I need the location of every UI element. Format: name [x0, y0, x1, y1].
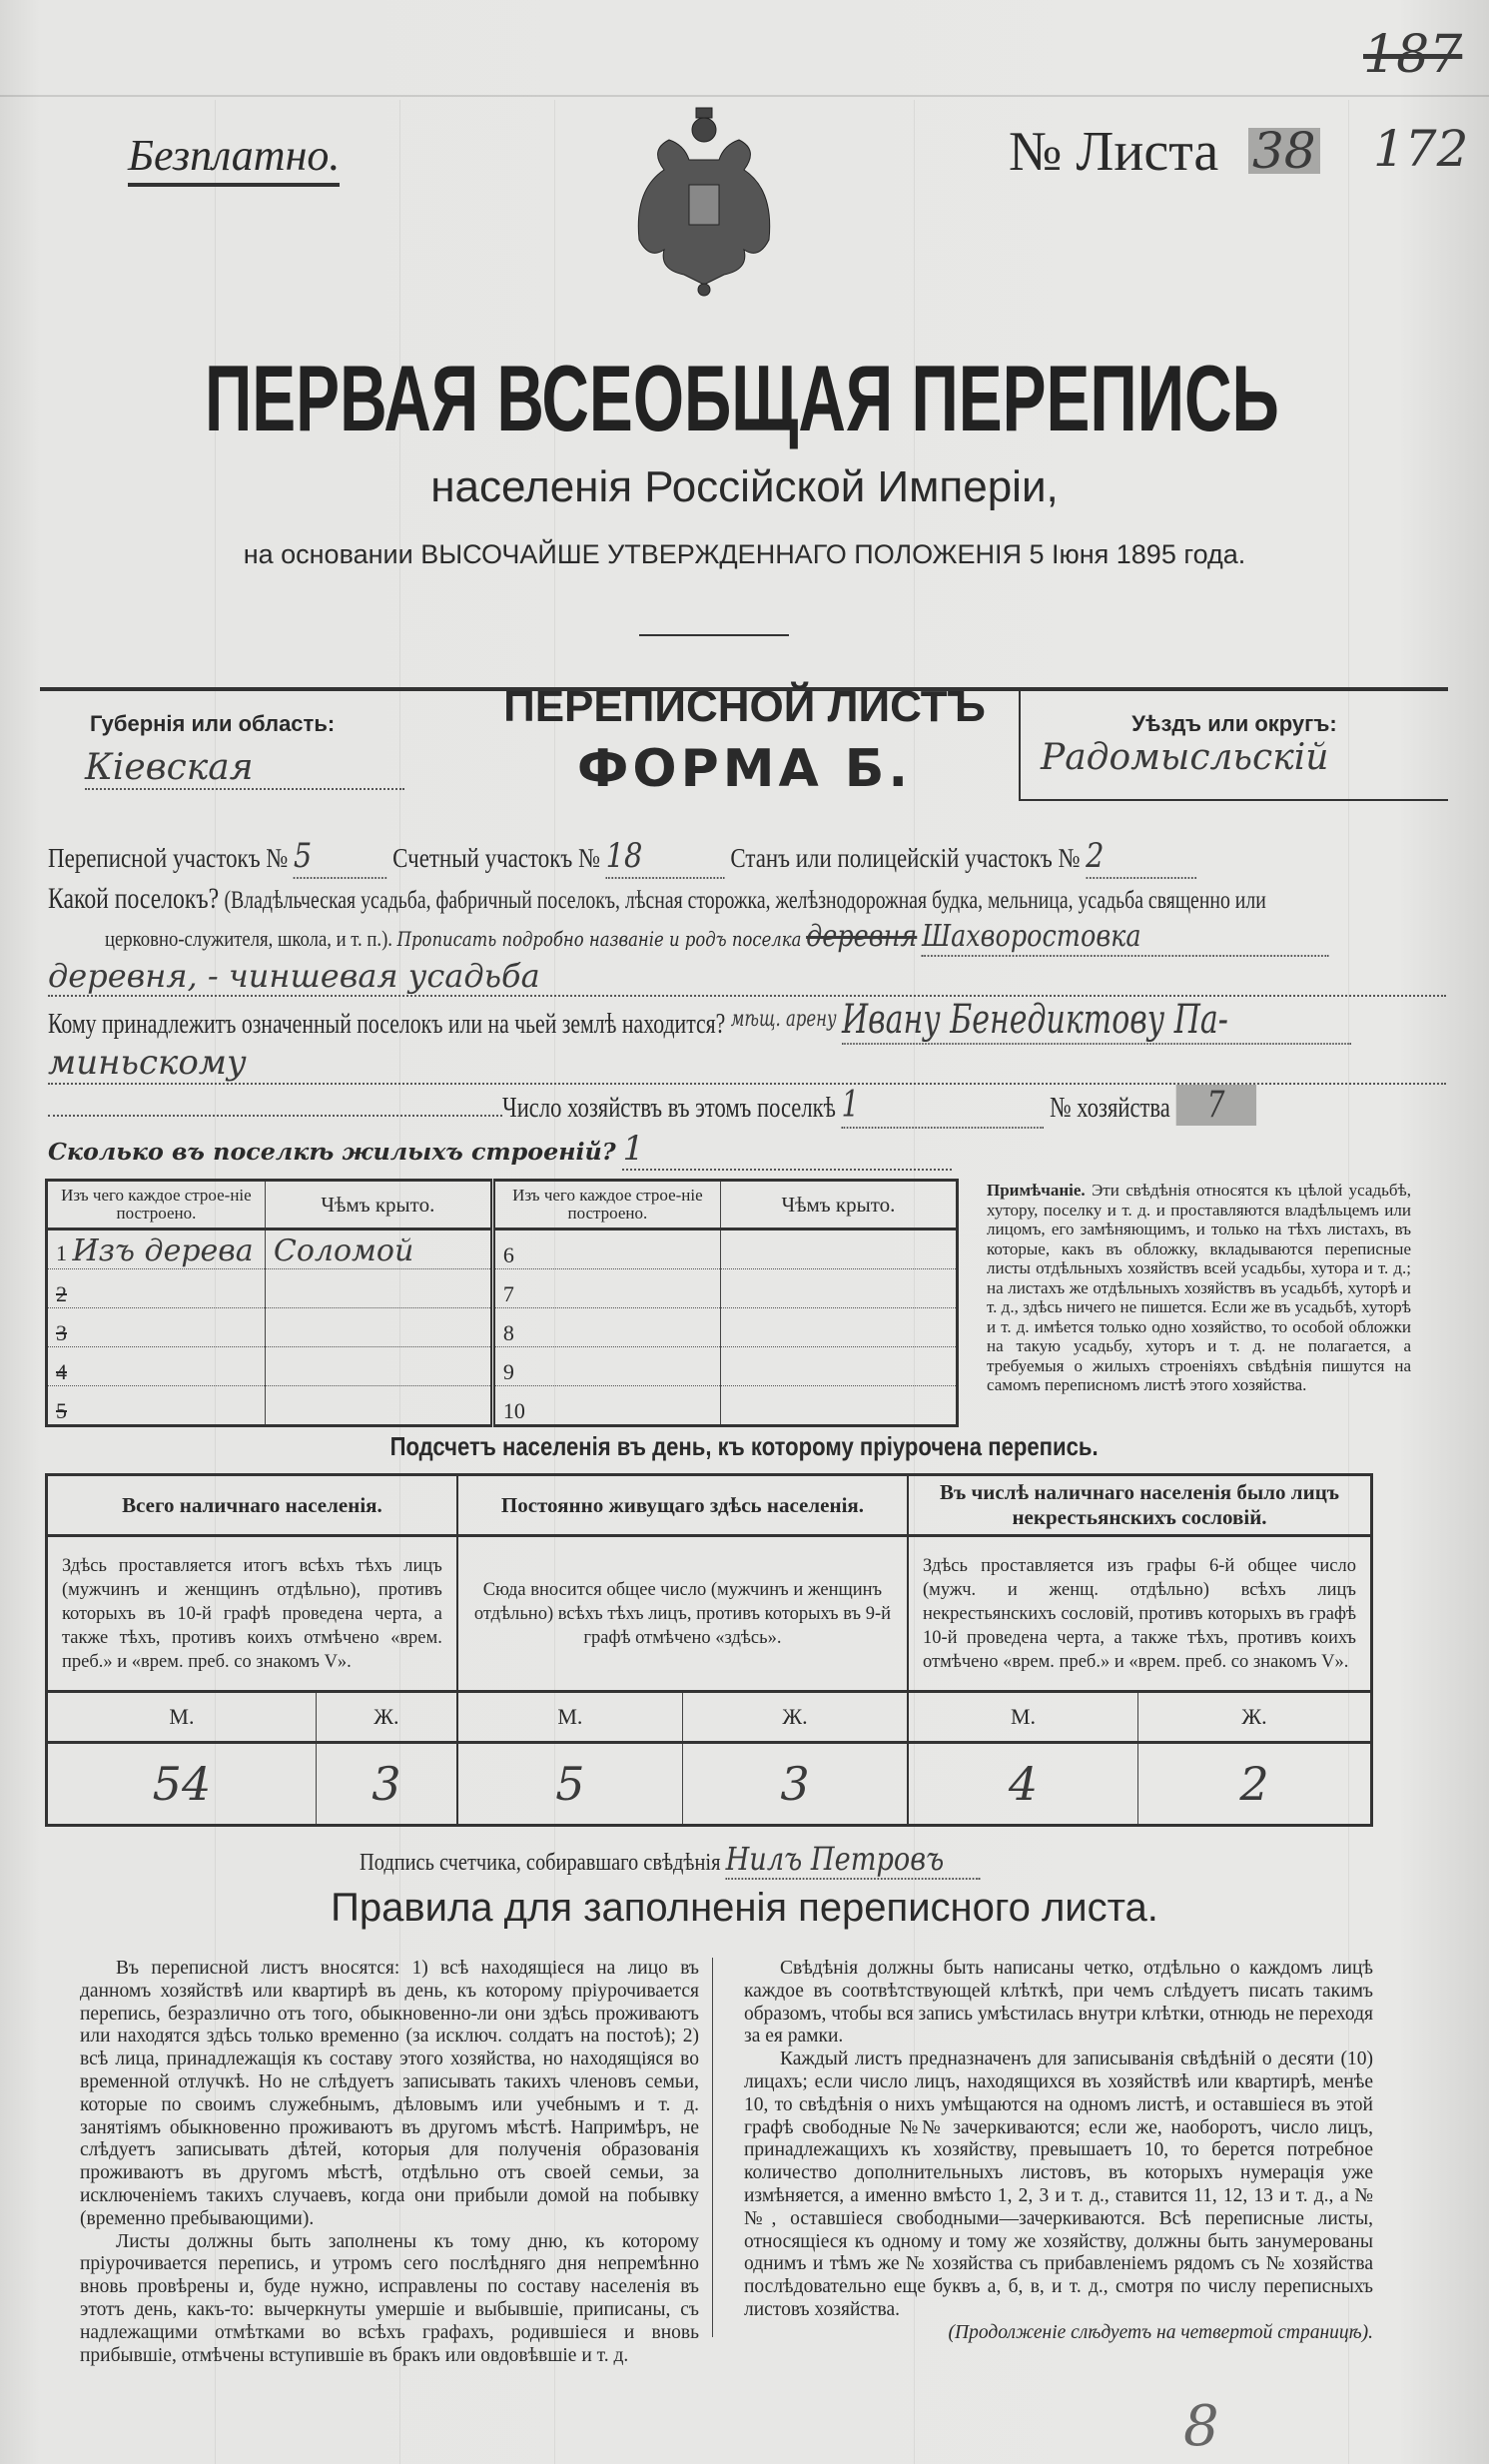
form-name: ФОРМА Б.: [576, 739, 913, 799]
male-label: М.: [457, 1692, 683, 1743]
rules-paragraph: Листы должны быть заполнены къ тому дню, къ которому пріурочивается перепись, и утромъ сего послѣдняго дня непремѣнно вновь провѣрены и, буде нужно, исправлены по составу населенія въ этотъ день, какъ-то: вычеркнуты умершіе и выбывшіе, приписаны, съ надлежащими отмѣтками во всѣхъ графахъ, родившіеся и вновь прибывшіе, отмѣчены вступившіе въ бракъ или овдовѣвшіе и т. д.: [80, 2230, 699, 2366]
police-district-value: 2: [1086, 835, 1196, 879]
owner-value-2: миньскому: [48, 1043, 1446, 1085]
count-district-label: Счетный участокъ №: [392, 843, 600, 873]
table-row: [47, 1386, 958, 1426]
district-label: Уѣздъ или округъ:: [1131, 711, 1337, 736]
sheet-number-label: № Листа: [1009, 121, 1219, 183]
district-value: Радомысльскій: [1041, 737, 1329, 778]
sheet-title: ПЕРЕПИСНОЙ ЛИСТЪ: [503, 682, 986, 731]
sheet-number-value: 38: [1248, 128, 1320, 174]
free-label: Безплатно.: [128, 130, 340, 187]
roof-cell: [265, 1386, 492, 1426]
signature-value: Нилъ Петровъ: [726, 1840, 981, 1880]
buildings-label: Сколько въ поселкѣ жилыхъ строеній?: [48, 1138, 616, 1166]
col-roof: Чѣмъ крыто.: [265, 1181, 492, 1230]
row-number: 10: [492, 1386, 720, 1426]
settlement-value-2: деревня, - чиншевая усадьба: [48, 957, 1446, 997]
count-district-value: 18: [606, 835, 725, 879]
households-label: Число хозяйствъ въ этомъ поселкѣ: [502, 1092, 836, 1124]
non-peasant-desc: Здѣсь проставляется изъ графы 6-й общее число (мужч. и женщ. отдѣльно) всѣхъ лицъ некрестьянскихъ сословій, противъ которыхъ въ графѣ 10-й проведена черта, а также тѣхъ, противъ коихъ отмѣчено «врем. преб.» и «врем. преб. со знакомъ V».: [908, 1536, 1371, 1692]
permanent-female-value: 3: [682, 1743, 908, 1826]
buildings-value: 1: [622, 1129, 952, 1171]
settlement-instruction: Прописать подробно названіе и родъ поселка: [396, 928, 802, 951]
row-number: 2: [47, 1269, 266, 1308]
roof-cell: [720, 1230, 957, 1269]
rules-paragraph: Въ переписной листъ вносятся: 1) всѣ находящіеся на лицо въ данномъ хозяйствѣ или квартирѣ въ день, къ которому пріурочивается перепись, безразлично отъ того, обыкновенно-ли они здѣсь проживаютъ или находятся здѣсь только временно (за исключ. солдатъ на постоѣ); 2) всѣ лица, принадлежащія къ составу этого хозяйства, но находящіяся во временной отлучкѣ. Но не слѣдуетъ записывать такихъ членовъ семьи, которые по своимъ служебнымъ, дѣловымъ или учебнымъ и т. д. занятіямъ обыкновенно проживаютъ въ другомъ мѣстѣ. Напримѣръ, не слѣдуетъ записывать дѣтей, которыя для полученія образованія проживаютъ въ другомъ мѣстѣ, отдѣльно отъ своей семьи, за исключеніемъ такихъ случаевъ, когда они прибыли домой на побывку (временно пребывающими).: [80, 1958, 699, 2229]
household-no-value: 7: [1175, 1085, 1255, 1126]
police-district-label: Станъ или полицейскій участокъ №: [730, 843, 1081, 873]
population-table: [45, 1473, 1373, 1827]
settlement-line: [48, 879, 1489, 921]
signature-label: Подпись счетчика, собиравшаго свѣдѣнія: [360, 1850, 721, 1876]
top-fold-line: [0, 95, 1489, 97]
total-female-value: 3: [316, 1743, 456, 1826]
total-population-desc: Здѣсь проставляется итогъ всѣхъ тѣхъ лицъ (мужчинъ и женщинъ отдѣльно), противъ которыхъ въ 10-й графѣ проведена черта, а также тѣхъ, противъ коихъ отмѣчено «врем. преб.» и «врем. преб. со знакомъ V».: [47, 1536, 457, 1692]
rules-title: Правила для заполненія переписного листа.: [331, 1886, 1158, 1930]
permanent-population-heading: Постоянно живущаго здѣсь населенія.: [457, 1475, 908, 1536]
column-divider: [712, 1958, 713, 2337]
settlement-value-crossed: деревня: [806, 919, 918, 954]
settlement-line-2: [105, 919, 1489, 958]
material-cell: Изъ дерева: [72, 1233, 254, 1268]
table-row: [47, 1269, 958, 1308]
census-district-label: Переписной участокъ №: [48, 843, 289, 873]
row-number: 9: [492, 1347, 720, 1386]
signature-line: [360, 1840, 1090, 1882]
household-no-label: № хозяйства: [1050, 1092, 1170, 1124]
non-peasant-male-value: 4: [908, 1743, 1137, 1826]
row-number: 3: [47, 1308, 266, 1347]
roof-cell: [265, 1269, 492, 1308]
note-text: Эти свѣдѣнія относятся къ цѣлой усадьбѣ, хутору, поселку и т. д. и проставляются владѣльцемъ или лицомъ, его замѣняющимъ, и только на тѣхъ листахъ, въ которые, какъ въ обложку, вкладываются переписные листы отдѣльныхъ хозяйствъ всей усадьбы, хутора и т. д.; на листахъ же отдѣльныхъ хозяйствъ въ усадьбѣ, хуторѣ и т. д., здѣсь ничего не пишется. Если же въ усадьбѣ, хуторѣ и т. д. имѣется только одно хозяйство, то особой обложки на такую усадьбу, хуторъ и т. д. не полагается, а требуемыя о жилыхъ строеніяхъ свѣдѣнія пишутся на самомъ переписномъ листѣ этого хозяйства.: [987, 1181, 1411, 1394]
archive-number: 172: [1373, 120, 1469, 178]
table-row: [47, 1308, 958, 1347]
col-roof-2: Чѣмъ крыто.: [720, 1181, 957, 1230]
rules-paragraph: Каждый листъ предназначенъ для записыванія свѣдѣній о десяти (10) лицахъ; если число лицъ, находящихся въ хозяйствѣ или квартирѣ, менѣе 10, то свѣдѣнія о нихъ умѣщаются на одномъ листѣ, и оставшіеся въ этой графѣ свободные №№ зачеркиваются; если же, наоборотъ, число лицъ, принадлежащихъ къ хозяйству, превышаетъ 10, то берется потребное количество дополнительныхъ листовъ, въ которыхъ нумерація уже измѣняется, а именно вмѣсто 1, 2, 3 и т. д., ставится 11, 12, 13 и т. д., а №№, оставшіеся свободными—зачеркиваются. Всѣ переписные листы, относящіеся къ одному и тому же хозяйству, должны быть занумерованы однимъ и тѣмъ же № хозяйства съ прибавленіемъ рядомъ съ № хозяйства послѣдовательно еще буквъ а, б, в, и т. д., смотря по числу переписныхъ листовъ хозяйства.: [744, 2049, 1373, 2320]
main-title-text: ПЕРВАЯ ВСЕОБЩАЯ ПЕРЕПИСЬ: [205, 346, 1279, 450]
province-label: Губернія или область:: [90, 711, 336, 736]
non-peasant-female-value: 2: [1137, 1743, 1371, 1826]
subtitle: населенія Россійской Имперіи,: [430, 462, 1059, 511]
basis-line: на основании ВЫСОЧАЙШЕ УТВЕРЖДЕННАГО ПОЛОЖЕНІЯ 5 Іюня 1895 года.: [243, 539, 1246, 569]
roof-cell: Соломой: [265, 1230, 492, 1269]
non-peasant-heading: Въ числѣ наличнаго населенія было лицъ некрестьянскихъ сословій.: [908, 1475, 1371, 1536]
owner-note: мѣщ. арену: [730, 1007, 837, 1032]
district-box: [1019, 689, 1448, 801]
row-number: 6: [492, 1230, 720, 1269]
table-row: [47, 1230, 958, 1269]
coat-of-arms-icon: [599, 100, 809, 300]
census-district-value: 5: [294, 835, 387, 879]
population-title-text: Подсчетъ населенія въ день, къ которому пріурочена перепись.: [389, 1431, 1100, 1461]
row-number: 4: [47, 1347, 266, 1386]
male-label: М.: [47, 1692, 317, 1743]
row-number: 8: [492, 1308, 720, 1347]
table-header-row: [47, 1181, 958, 1230]
permanent-male-value: 5: [457, 1743, 683, 1826]
roof-cell: [720, 1386, 957, 1426]
col-material: Изъ чего каждое строе-ніе построено.: [47, 1181, 266, 1230]
households-value: 1: [842, 1085, 1045, 1129]
owner-line: [48, 997, 1489, 1047]
main-title: [205, 345, 1489, 452]
rules-right-column: [744, 1958, 1373, 2345]
rules-left-column: [80, 1958, 699, 2367]
settlement-hint: (Владѣльческая усадьба, фабричный поселокъ, лѣсная сторожка, желѣзнодорожная будка, мельница, усадьба священно или: [224, 887, 1266, 914]
title-rule: [639, 634, 789, 636]
female-label: Ж.: [1137, 1692, 1371, 1743]
rules-paragraph: Свѣдѣнія должны быть написаны четко, отдѣльно о каждомъ лицѣ каждое въ соотвѣтствующей клѣткѣ, при чемъ слѣдуетъ писать такимъ образомъ, чтобы вся запись умѣстилась внутри клѣтки, отнюдь не переходя за ея рамки.: [744, 1958, 1373, 2048]
female-label: Ж.: [682, 1692, 908, 1743]
archive-number-crossed: 187: [1363, 25, 1463, 85]
roof-cell: [720, 1347, 957, 1386]
col-material-2: Изъ чего каждое строе-ніе построено.: [492, 1181, 720, 1230]
districts-line: [48, 835, 1399, 879]
continued-note: (Продолженіе слѣдуетъ на четвертой страницѣ).: [948, 2321, 1373, 2343]
row-number: 5: [47, 1386, 266, 1426]
province-value: Кіевская: [85, 747, 404, 790]
owner-value: Ивану Бенедиктову Па-: [842, 997, 1351, 1045]
female-label: Ж.: [316, 1692, 456, 1743]
settlement-value: Шахворостовка: [922, 919, 1329, 957]
note-title: Примѣчаніе.: [987, 1181, 1086, 1200]
row-number: 7: [492, 1269, 720, 1308]
roof-cell: [720, 1269, 957, 1308]
permanent-population-desc: Сюда вносится общее число (мужчинъ и женщинъ отдѣльно) всѣхъ тѣхъ лицъ, противъ которыхъ въ 9-й графѣ отмѣчено «здѣсь».: [457, 1536, 908, 1692]
total-male-value: 54: [47, 1743, 317, 1826]
note: [987, 1181, 1411, 1395]
buildings-table: [45, 1179, 959, 1427]
buildings-line: [48, 1129, 952, 1172]
table-row: [47, 1347, 958, 1386]
page-mark: 8: [1183, 2394, 1219, 2459]
roof-cell: [265, 1347, 492, 1386]
row-number: 1: [56, 1240, 67, 1265]
settlement-label: Какой поселокъ?: [48, 882, 220, 915]
total-population-heading: Всего наличнаго населенія.: [47, 1475, 457, 1536]
households-line: [48, 1085, 1469, 1129]
population-title: [0, 1430, 1489, 1462]
roof-cell: [720, 1308, 957, 1347]
roof-cell: [265, 1308, 492, 1347]
owner-label: Кому принадлежитъ означенный поселокъ или на чьей землѣ находится?: [48, 1008, 726, 1040]
male-label: М.: [908, 1692, 1137, 1743]
settlement-hint-2: церковно-служителя, школа, и т. п.).: [105, 926, 392, 951]
